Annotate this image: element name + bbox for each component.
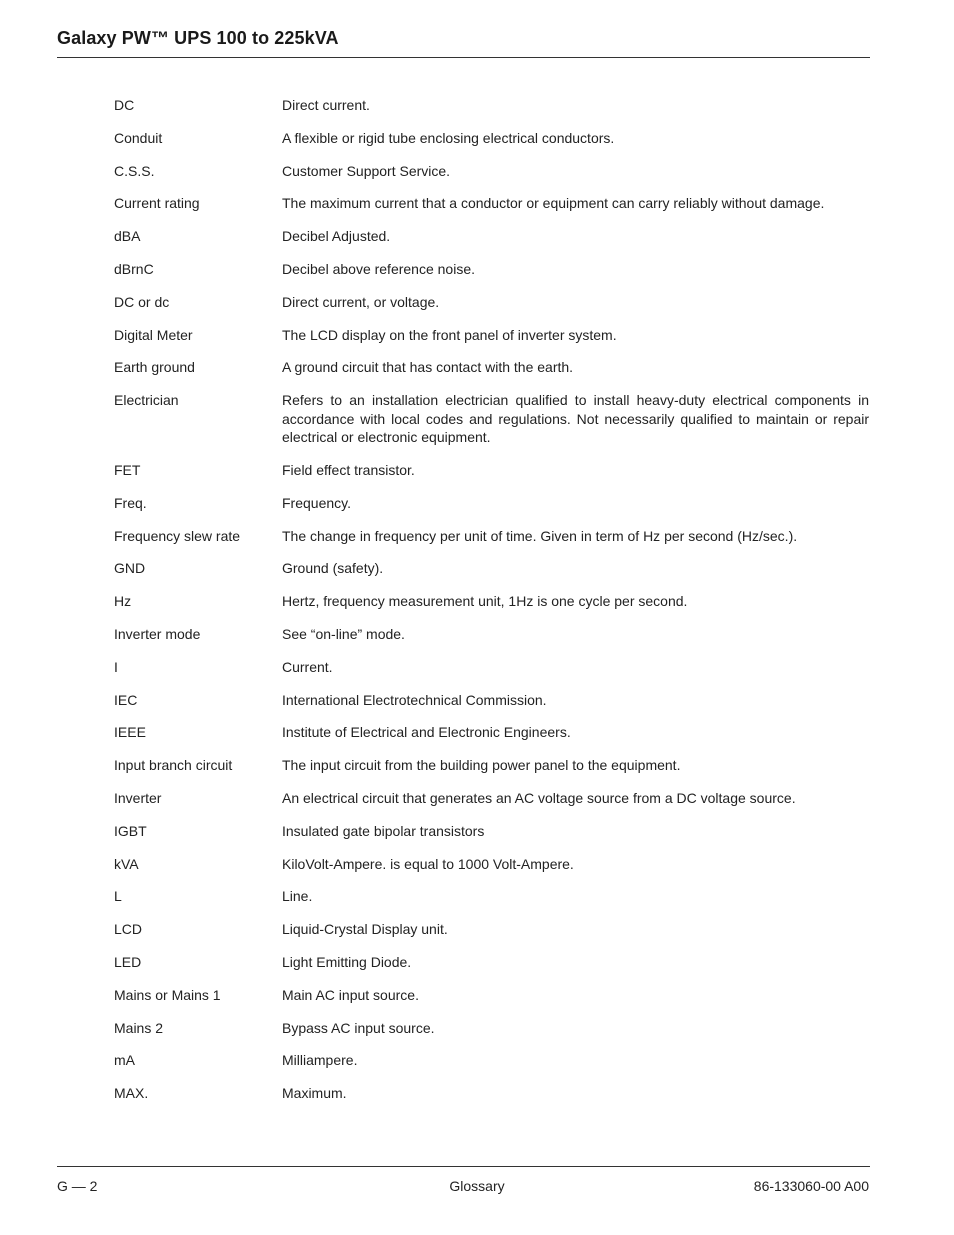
glossary-definition: A flexible or rigid tube enclosing electrical conductors. (282, 129, 615, 146)
glossary-term: IEEE (114, 724, 146, 741)
glossary-definition: The maximum current that a conductor or equipment can carry reliably without damage. (282, 195, 825, 212)
glossary-entry (114, 358, 869, 377)
glossary-definition: Decibel Adjusted. (282, 228, 391, 245)
glossary-term: Freq. (114, 494, 147, 511)
glossary-term: Input branch circuit (114, 757, 233, 774)
glossary-entry (114, 789, 869, 808)
glossary-definition: A ground circuit that has contact with the earth. (282, 359, 574, 376)
glossary-entry (114, 1084, 869, 1103)
glossary-definition: Light Emitting Diode. (282, 953, 412, 970)
glossary-term: Inverter mode (114, 625, 201, 642)
glossary-entry (114, 293, 869, 312)
glossary-definition: An electrical circuit that generates an AC voltage source from a DC voltage source. (282, 789, 796, 806)
glossary-definition: KiloVolt-Ampere. is equal to 1000 Volt-Ampere. (282, 855, 574, 872)
glossary-definition: Direct current, or voltage. (282, 293, 440, 310)
glossary-entry (114, 391, 869, 447)
glossary-entry (114, 527, 869, 546)
glossary-entry (114, 1051, 869, 1070)
glossary-term: Frequency slew rate (114, 527, 241, 544)
glossary-entry (114, 162, 869, 181)
glossary-definition: Line. (282, 888, 313, 905)
glossary-entry (114, 953, 869, 972)
glossary-definition: Liquid-Crystal Display unit. (282, 921, 448, 938)
glossary-entry (114, 855, 869, 874)
footer-document-number: 86-133060-00 A00 (753, 1178, 869, 1194)
header-divider (57, 57, 870, 58)
glossary-term: Electrician (114, 392, 179, 409)
glossary-term: Inverter (114, 789, 162, 806)
glossary-entry (114, 494, 869, 513)
glossary-definition: Hertz, frequency measurement unit, 1Hz is one cycle per second. (282, 593, 688, 610)
glossary-entry (114, 887, 869, 906)
glossary-term: Hz (114, 593, 132, 610)
glossary-term: MAX. (114, 1085, 149, 1102)
glossary-term: Digital Meter (114, 326, 193, 343)
glossary-term: Earth ground (114, 359, 195, 376)
glossary-term: LCD (114, 921, 143, 938)
glossary-term: DC or dc (114, 293, 170, 310)
glossary-definition: Ground (safety). (282, 560, 384, 577)
glossary-entry (114, 260, 869, 279)
glossary-term: dBrnC (114, 260, 154, 277)
glossary-term: FET (114, 461, 141, 478)
glossary-definition: The LCD display on the front panel of inverter system. (282, 326, 617, 343)
glossary-definition: Decibel above reference noise. (282, 260, 476, 277)
glossary-list (114, 96, 869, 1117)
glossary-definition: Institute of Electrical and Electronic Engineers. (282, 724, 571, 741)
glossary-definition: Maximum. (282, 1085, 347, 1102)
glossary-definition: Field effect transistor. (282, 461, 415, 478)
glossary-term: L (114, 888, 122, 905)
glossary-term: DC (114, 97, 135, 113)
glossary-entry (114, 96, 869, 115)
glossary-term: IEC (114, 691, 138, 708)
glossary-entry (114, 691, 869, 710)
glossary-entry (114, 920, 869, 939)
glossary-definition: The input circuit from the building power panel to the equipment. (282, 757, 681, 774)
glossary-definition: Refers to an installation electrician qualified to install heavy-duty electrical components in accordance with local codes and regulations. Not necessarily qualified to maintain or repair electrical or electronic equipment. (282, 392, 869, 446)
glossary-entry (114, 559, 869, 578)
glossary-term: dBA (114, 228, 141, 245)
glossary-entry (114, 756, 869, 775)
glossary-definition: Direct current. (282, 97, 370, 113)
glossary-term: I (114, 658, 118, 675)
glossary-definition: Frequency. (282, 494, 351, 511)
glossary-definition: Main AC input source. (282, 986, 419, 1003)
glossary-term: Mains 2 (114, 1019, 164, 1036)
glossary-entry (114, 227, 869, 246)
glossary-term: GND (114, 560, 146, 577)
glossary-term: LED (114, 953, 142, 970)
glossary-term: IGBT (114, 822, 147, 839)
glossary-entry (114, 822, 869, 841)
glossary-entry (114, 129, 869, 148)
glossary-entry (114, 592, 869, 611)
page-header-title: Galaxy PW™ UPS 100 to 225kVA (57, 28, 339, 48)
glossary-term: Mains or Mains 1 (114, 986, 221, 1003)
glossary-entry (114, 326, 869, 345)
glossary-term: Current rating (114, 195, 200, 212)
glossary-definition: Current. (282, 658, 333, 675)
glossary-definition: Customer Support Service. (282, 162, 451, 179)
glossary-term: kVA (114, 855, 139, 872)
glossary-definition: The change in frequency per unit of time. Given in term of Hz per second (Hz/sec.). (282, 527, 798, 544)
glossary-term: Conduit (114, 129, 163, 146)
glossary-definition: Milliampere. (282, 1052, 358, 1069)
glossary-entry (114, 625, 869, 644)
glossary-entry (114, 461, 869, 480)
glossary-term: C.S.S. (114, 162, 155, 179)
glossary-term: mA (114, 1052, 135, 1069)
glossary-definition: Insulated gate bipolar transistors (282, 822, 485, 839)
footer-section-title: Glossary (449, 1178, 505, 1194)
glossary-definition: International Electrotechnical Commission. (282, 691, 547, 708)
footer-divider (57, 1166, 870, 1167)
glossary-entry (114, 658, 869, 677)
footer-page-number: G — 2 (57, 1178, 98, 1194)
glossary-entry (114, 986, 869, 1005)
glossary-definition: See “on-line” mode. (282, 625, 405, 642)
glossary-definition: Bypass AC input source. (282, 1019, 435, 1036)
glossary-entry (114, 194, 869, 213)
glossary-entry (114, 1019, 869, 1038)
glossary-entry (114, 723, 869, 742)
